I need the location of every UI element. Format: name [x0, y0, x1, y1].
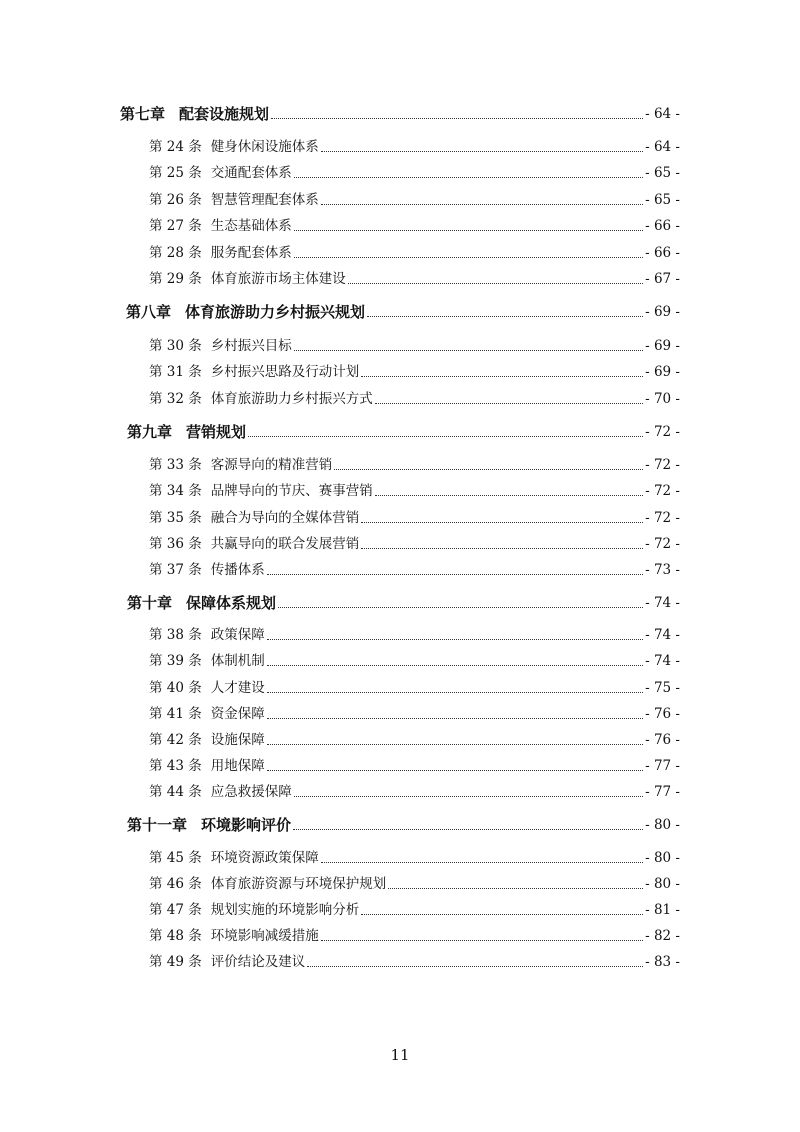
- dot-leader: [248, 436, 643, 437]
- toc-article-entry[interactable]: [149, 727, 680, 749]
- toc-entry-number: 第 40 条: [149, 680, 202, 696]
- toc-entry-label: [149, 757, 265, 775]
- toc-entry-label: [149, 875, 386, 893]
- dot-leader: [321, 940, 643, 941]
- toc-entry-page: - 80 -: [645, 817, 680, 833]
- dot-leader: [294, 257, 643, 258]
- toc-entry-page: - 64 -: [645, 139, 680, 155]
- toc-entry-label: [149, 652, 265, 670]
- toc-entry-page: - 77 -: [645, 758, 680, 774]
- toc-entry-label: [126, 303, 365, 321]
- toc-chapter-entry[interactable]: [126, 299, 680, 321]
- dot-leader: [267, 574, 643, 575]
- toc-entry-label: [149, 456, 332, 474]
- toc-entry-page: - 72 -: [645, 536, 680, 552]
- toc-entry-label: [149, 509, 359, 527]
- toc-article-entry[interactable]: [149, 675, 680, 697]
- dot-leader: [321, 204, 643, 205]
- toc-entry-label: [149, 217, 292, 235]
- toc-entry-title: 配套设施规划: [179, 105, 270, 123]
- toc-article-entry[interactable]: [149, 557, 680, 579]
- toc-entry-label: [149, 244, 292, 262]
- toc-entry-number: 第 24 条: [149, 139, 202, 155]
- toc-entry-label: [149, 191, 319, 209]
- toc-entry-number: 第 29 条: [149, 271, 202, 287]
- toc-chapter-entry[interactable]: [127, 812, 680, 834]
- toc-entry-number: 第八章: [126, 303, 172, 321]
- toc-entry-label: [149, 482, 373, 500]
- toc-entry-title: 体育旅游市场主体建设: [210, 271, 346, 287]
- toc-entry-title: 智慧管理配套体系: [210, 192, 319, 208]
- toc-entry-label: [149, 337, 292, 355]
- toc-entry-label: [127, 816, 291, 834]
- toc-article-entry[interactable]: [149, 386, 680, 408]
- toc-entry-title: 用地保障: [210, 758, 265, 774]
- dot-leader: [267, 744, 643, 745]
- dot-leader: [294, 230, 643, 231]
- toc-entry-page: - 76 -: [645, 706, 680, 722]
- toc-entry-title: 健身休闲设施体系: [210, 139, 319, 155]
- dot-leader: [278, 607, 643, 608]
- toc-entry-label: [149, 270, 346, 288]
- toc-entry-page: - 81 -: [645, 902, 680, 918]
- toc-entry-title: 保障体系规划: [186, 594, 277, 612]
- toc-entry-label: [149, 363, 359, 381]
- dot-leader: [375, 495, 643, 496]
- toc-entry-title: 传播体系: [210, 562, 265, 578]
- dot-leader: [361, 522, 643, 523]
- toc-entry-page: - 74 -: [645, 595, 680, 611]
- toc-article-entry[interactable]: [149, 359, 680, 381]
- toc-entry-title: 人才建设: [210, 680, 265, 696]
- dot-leader: [267, 770, 643, 771]
- toc-entry-page: - 82 -: [645, 928, 680, 944]
- toc-entry-page: - 66 -: [645, 245, 680, 261]
- toc-entry-page: - 69 -: [645, 304, 680, 320]
- toc-entry-title: 体制机制: [210, 653, 265, 669]
- toc-article-entry[interactable]: [149, 160, 680, 182]
- toc-entry-number: 第 35 条: [149, 510, 202, 526]
- toc-entry-number: 第 41 条: [149, 706, 202, 722]
- toc-entry-title: 环境资源政策保障: [210, 850, 319, 866]
- dot-leader: [361, 376, 643, 377]
- toc-article-entry[interactable]: [149, 949, 680, 971]
- toc-entry-title: 资金保障: [210, 706, 265, 722]
- toc-entry-title: 乡村振兴目标: [210, 338, 292, 354]
- toc-entry-title: 乡村振兴思路及行动计划: [210, 364, 360, 380]
- toc-entry-label: [149, 390, 373, 408]
- toc-entry-page: - 64 -: [645, 106, 680, 122]
- toc-article-entry[interactable]: [149, 478, 680, 500]
- dot-leader: [267, 692, 643, 693]
- toc-entry-number: 第 49 条: [149, 954, 202, 970]
- toc-article-entry[interactable]: [149, 753, 680, 775]
- toc-entry-page: - 74 -: [645, 653, 680, 669]
- toc-entry-page: - 65 -: [645, 165, 680, 181]
- toc-entry-label: [149, 731, 265, 749]
- toc-entry-page: - 74 -: [645, 627, 680, 643]
- toc-entry-label: [127, 423, 246, 441]
- toc-article-entry[interactable]: [149, 923, 680, 945]
- toc-chapter-entry[interactable]: [120, 101, 680, 123]
- dot-leader: [294, 177, 643, 178]
- toc-article-entry[interactable]: [149, 648, 680, 670]
- dot-leader: [321, 151, 643, 152]
- toc-entry-title: 规划实施的环境影响分析: [210, 902, 360, 918]
- toc-entry-page: - 67 -: [645, 271, 680, 287]
- toc-entry-label: [149, 626, 265, 644]
- toc-article-entry[interactable]: [149, 871, 680, 893]
- toc-entry-title: 体育旅游资源与环境保护规划: [210, 876, 387, 892]
- toc-article-entry[interactable]: [149, 134, 680, 156]
- toc-entry-number: 第 30 条: [149, 338, 202, 354]
- toc-article-entry[interactable]: [149, 897, 680, 919]
- toc-entry-page: - 66 -: [645, 218, 680, 234]
- toc-entry-title: 融合为导向的全媒体营销: [210, 510, 360, 526]
- dot-leader: [361, 914, 643, 915]
- toc-entry-title: 品牌导向的节庆、赛事营销: [210, 483, 373, 499]
- toc-article-entry[interactable]: [149, 779, 680, 801]
- toc-entry-page: - 72 -: [645, 510, 680, 526]
- dot-leader: [361, 548, 643, 549]
- toc-entry-title: 应急救援保障: [210, 784, 292, 800]
- toc-entry-number: 第 36 条: [149, 536, 202, 552]
- toc-entry-title: 体育旅游助力乡村振兴方式: [210, 391, 373, 407]
- toc-entry-number: 第七章: [120, 105, 166, 123]
- page-number: 11: [390, 1046, 410, 1064]
- toc-article-entry[interactable]: [149, 266, 680, 288]
- dot-leader: [321, 862, 643, 863]
- dot-leader: [267, 639, 643, 640]
- toc-entry-page: - 65 -: [645, 192, 680, 208]
- toc-entry-number: 第 46 条: [149, 876, 202, 892]
- toc-article-entry[interactable]: [149, 333, 680, 355]
- toc-article-entry[interactable]: [149, 187, 680, 209]
- toc-entry-title: 政策保障: [210, 627, 265, 643]
- toc-entry-number: 第 39 条: [149, 653, 202, 669]
- dot-leader: [375, 403, 643, 404]
- toc-entry-page: - 72 -: [645, 424, 680, 440]
- dot-leader: [348, 283, 643, 284]
- toc-entry-label: [149, 561, 265, 579]
- toc-article-entry[interactable]: [149, 452, 680, 474]
- toc-entry-number: 第 38 条: [149, 627, 202, 643]
- dot-leader: [367, 316, 643, 317]
- toc-article-entry[interactable]: [149, 531, 680, 553]
- toc-entry-title: 环境影响减缓措施: [210, 928, 319, 944]
- toc-article-entry[interactable]: [149, 240, 680, 262]
- toc-entry-label: [149, 705, 265, 723]
- toc-entry-number: 第 33 条: [149, 457, 202, 473]
- toc-entry-label: [127, 594, 276, 612]
- toc-entry-title: 服务配套体系: [210, 245, 292, 261]
- toc-entry-title: 客源导向的精准营销: [210, 457, 333, 473]
- dot-leader: [267, 718, 643, 719]
- toc-entry-label: [149, 138, 319, 156]
- toc-entry-title: 环境影响评价: [201, 816, 292, 834]
- toc-entry-title: 体育旅游助力乡村振兴规划: [185, 303, 366, 321]
- toc-entry-number: 第 34 条: [149, 483, 202, 499]
- toc-entry-number: 第 28 条: [149, 245, 202, 261]
- toc-entry-page: - 69 -: [645, 338, 680, 354]
- dot-leader: [271, 118, 643, 119]
- dot-leader: [294, 796, 643, 797]
- toc-article-entry[interactable]: [149, 213, 680, 235]
- toc-entry-title: 设施保障: [210, 732, 265, 748]
- toc-entry-number: 第九章: [127, 423, 173, 441]
- toc-entry-page: - 73 -: [645, 562, 680, 578]
- toc-chapter-entry[interactable]: [127, 590, 680, 612]
- toc-entry-number: 第 47 条: [149, 902, 202, 918]
- toc-entry-number: 第 42 条: [149, 732, 202, 748]
- toc-entry-label: [120, 105, 269, 123]
- toc-entry-number: 第 48 条: [149, 928, 202, 944]
- toc-entry-label: [149, 901, 359, 919]
- toc-entry-title: 评价结论及建议: [210, 954, 306, 970]
- toc-article-entry[interactable]: [149, 505, 680, 527]
- toc-entry-label: [149, 783, 292, 801]
- toc-entry-page: - 77 -: [645, 784, 680, 800]
- toc-entry-number: 第 32 条: [149, 391, 202, 407]
- dot-leader: [294, 350, 643, 351]
- toc-entry-title: 交通配套体系: [210, 165, 292, 181]
- toc-entry-page: - 70 -: [645, 391, 680, 407]
- toc-entry-label: [149, 849, 319, 867]
- dot-leader: [334, 469, 643, 470]
- toc-entry-title: 营销规划: [186, 423, 247, 441]
- toc-entry-label: [149, 927, 319, 945]
- toc-entry-number: 第 43 条: [149, 758, 202, 774]
- toc-entry-page: - 72 -: [645, 457, 680, 473]
- toc-entry-number: 第十章: [127, 594, 173, 612]
- toc-entry-page: - 83 -: [645, 954, 680, 970]
- toc-entry-title: 共赢导向的联合发展营销: [210, 536, 360, 552]
- toc-chapter-entry[interactable]: [127, 419, 680, 441]
- toc-entry-page: - 80 -: [645, 876, 680, 892]
- toc-article-entry[interactable]: [149, 701, 680, 723]
- toc-entry-label: [149, 953, 305, 971]
- dot-leader: [307, 966, 643, 967]
- toc-entry-number: 第 37 条: [149, 562, 202, 578]
- toc-entry-page: - 69 -: [645, 364, 680, 380]
- toc-entry-page: - 75 -: [645, 680, 680, 696]
- toc-entry-label: [149, 164, 292, 182]
- toc-entry-number: 第 31 条: [149, 364, 202, 380]
- toc-entry-number: 第 26 条: [149, 192, 202, 208]
- toc-entry-title: 生态基础体系: [210, 218, 292, 234]
- toc-entry-page: - 76 -: [645, 732, 680, 748]
- toc-entry-number: 第 25 条: [149, 165, 202, 181]
- toc-article-entry[interactable]: [149, 845, 680, 867]
- toc-entry-number: 第 45 条: [149, 850, 202, 866]
- toc-entry-number: 第 27 条: [149, 218, 202, 234]
- dot-leader: [293, 829, 643, 830]
- toc-entry-label: [149, 679, 265, 697]
- dot-leader: [388, 888, 643, 889]
- toc-entry-number: 第 44 条: [149, 784, 202, 800]
- dot-leader: [267, 665, 643, 666]
- toc-entry-label: [149, 535, 359, 553]
- toc-entry-page: - 80 -: [645, 850, 680, 866]
- toc-article-entry[interactable]: [149, 622, 680, 644]
- toc-entry-page: - 72 -: [645, 483, 680, 499]
- toc-entry-number: 第十一章: [127, 816, 188, 834]
